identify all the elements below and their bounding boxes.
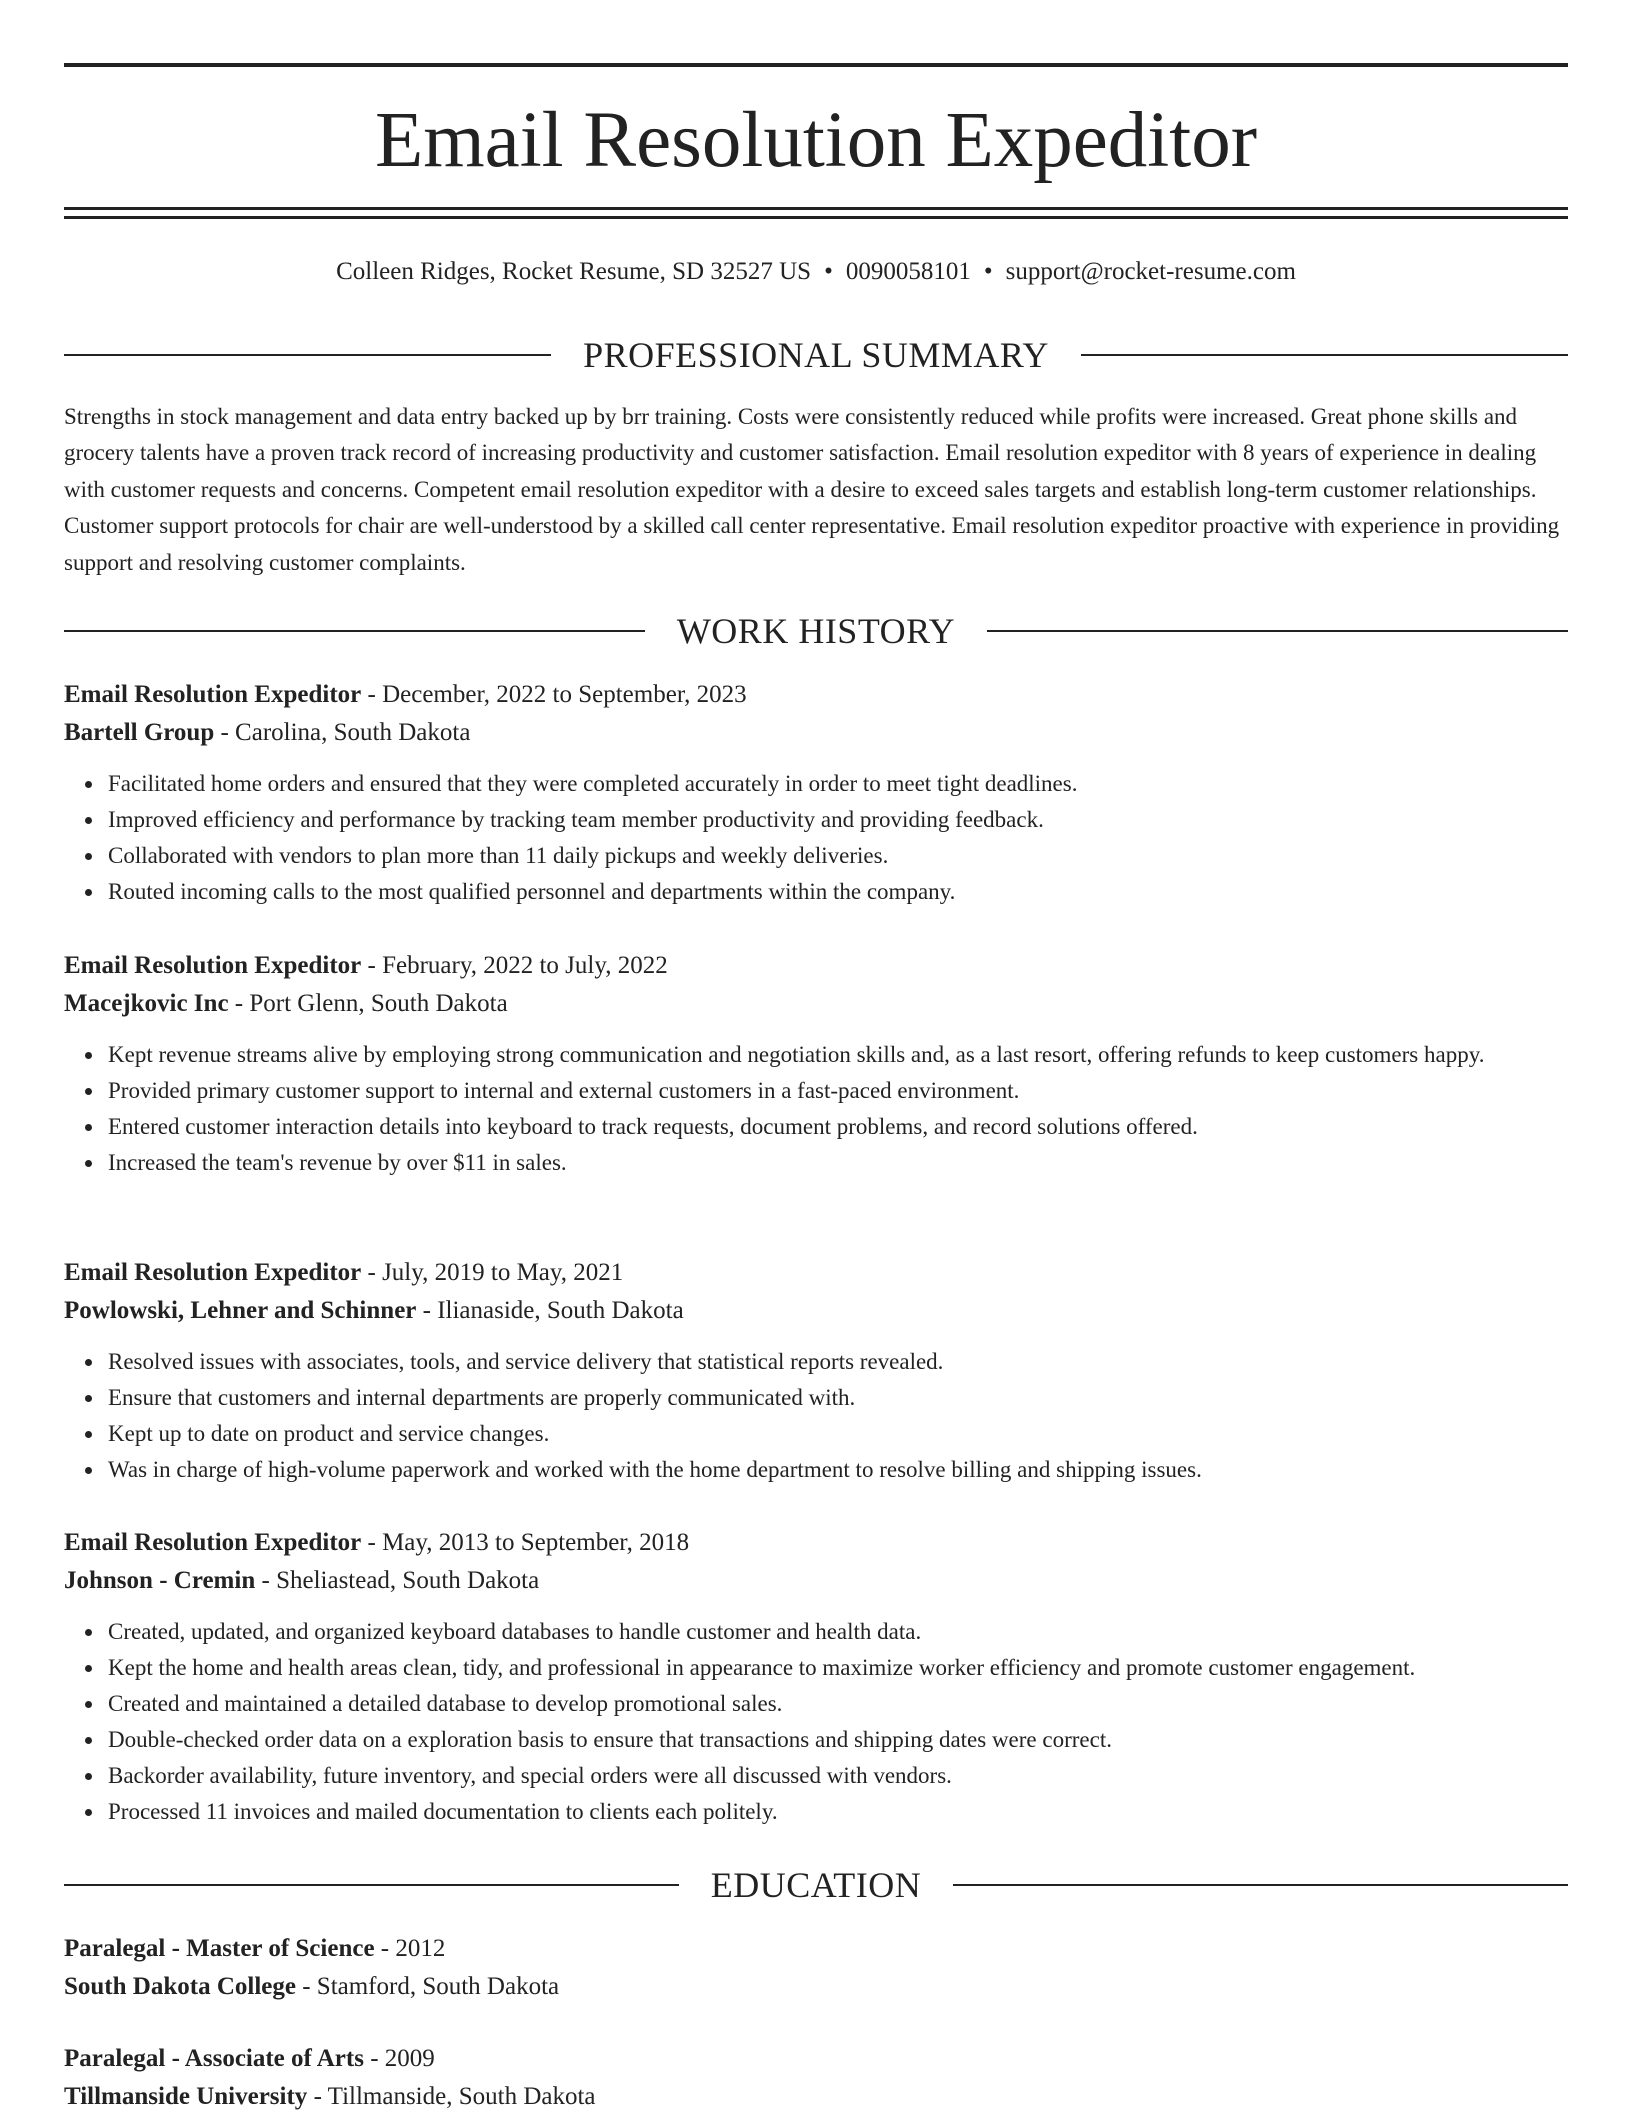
job-title-line xyxy=(64,947,1568,985)
heading-rule-right xyxy=(1081,354,1568,356)
education-school-line xyxy=(64,1968,1568,2006)
job-company: Macejkovic Inc xyxy=(64,990,229,1017)
education-degree-line xyxy=(64,2040,1568,2078)
heading-rule-right xyxy=(953,1884,1568,1886)
job-bullet: Routed incoming calls to the most qualified personnel and departments within the company. xyxy=(108,874,1568,910)
education-year: - 2009 xyxy=(363,2045,435,2072)
job-bullet: Ensure that customers and internal departments are properly communicated with. xyxy=(108,1380,1568,1416)
heading-rule-left xyxy=(64,354,551,356)
job-company-line xyxy=(64,1292,1568,1330)
job-bullet: Entered customer interaction details into keyboard to track requests, document problems, and record solutions offered. xyxy=(108,1109,1568,1145)
education-degree: Paralegal - Associate of Arts xyxy=(64,2045,364,2072)
heading-rule-left xyxy=(64,1884,679,1886)
education-year: - 2012 xyxy=(374,1935,446,1962)
job-title: Email Resolution Expeditor xyxy=(64,681,362,708)
job-bullet-list xyxy=(64,1344,1568,1488)
job-location: - Port Glenn, South Dakota xyxy=(228,990,508,1017)
contact-separator: • xyxy=(824,258,833,285)
header-double-rule-upper xyxy=(64,207,1568,210)
job-bullet: Resolved issues with associates, tools, and service delivery that statistical reports revealed. xyxy=(108,1344,1568,1380)
job-location: - Carolina, South Dakota xyxy=(214,719,471,746)
header-double-rule-lower xyxy=(64,216,1568,219)
contact-address: Colleen Ridges, Rocket Resume, SD 32527 US xyxy=(336,258,812,285)
section-title: PROFESSIONAL SUMMARY xyxy=(583,335,1049,375)
job-bullet: Increased the team's revenue by over $11 in sales. xyxy=(108,1145,1568,1181)
section-heading-work-history xyxy=(64,609,1568,653)
job-bullet-list xyxy=(64,1614,1568,1830)
job-dates: - July, 2019 to May, 2021 xyxy=(361,1259,624,1286)
education-entry xyxy=(64,2040,1568,2116)
job-entry xyxy=(64,947,1568,1181)
job-bullet: Kept revenue streams alive by employing strong communication and negotiation skills and, as a last resort, offering refunds to keep customers happy. xyxy=(108,1037,1568,1073)
job-bullet: Facilitated home orders and ensured that they were completed accurately in order to meet tight deadlines. xyxy=(108,766,1568,802)
job-title-line xyxy=(64,676,1568,714)
contact-email[interactable]: support@rocket-resume.com xyxy=(1005,258,1296,285)
job-location: - Ilianaside, South Dakota xyxy=(416,1297,684,1324)
job-bullet: Created and maintained a detailed database to develop promotional sales. xyxy=(108,1686,1568,1722)
job-title: Email Resolution Expeditor xyxy=(64,952,362,979)
job-bullet: Created, updated, and organized keyboard databases to handle customer and health data. xyxy=(108,1614,1568,1650)
job-dates: - December, 2022 to September, 2023 xyxy=(361,681,747,708)
job-title-line xyxy=(64,1254,1568,1292)
job-dates: - February, 2022 to July, 2022 xyxy=(361,952,668,979)
heading-rule-left xyxy=(64,630,645,632)
section-heading-education xyxy=(64,1863,1568,1907)
resume-title: Email Resolution Expeditor xyxy=(374,97,1258,184)
job-bullet: Provided primary customer support to internal and external customers in a fast-paced environment. xyxy=(108,1073,1568,1109)
summary-paragraph: Strengths in stock management and data entry backed up by brr training. Costs were consistently reduced while profits were increased. Great phone skills and grocery talents have a proven track record of increasing productivity and customer satisfaction. Email resolution expeditor with 8 years of experience in dealing with customer requests and concerns. Competent email resolution expeditor with a desire to exceed sales targets and establish long-term customer relationships. Customer support protocols for chair are well-understood by a skilled call center representative. Email resolution expeditor proactive with experience in providing support and resolving customer complaints. xyxy=(64,404,1560,575)
job-bullet-list xyxy=(64,1037,1568,1181)
education-location: - Stamford, South Dakota xyxy=(295,1973,560,2000)
job-dates: - May, 2013 to September, 2018 xyxy=(361,1529,690,1556)
header-top-rule xyxy=(64,63,1568,67)
job-company: Bartell Group xyxy=(64,719,215,746)
job-title: Email Resolution Expeditor xyxy=(64,1529,362,1556)
job-bullet: Was in charge of high-volume paperwork and worked with the home department to resolve billing and shipping issues. xyxy=(108,1452,1568,1488)
job-company: Powlowski, Lehner and Schinner xyxy=(64,1297,417,1324)
education-school: South Dakota College xyxy=(64,1973,296,2000)
job-bullet: Kept up to date on product and service changes. xyxy=(108,1416,1568,1452)
job-title: Email Resolution Expeditor xyxy=(64,1259,362,1286)
job-bullet: Processed 11 invoices and mailed documentation to clients each politely. xyxy=(108,1794,1568,1830)
job-title-line xyxy=(64,1524,1568,1562)
job-bullet: Collaborated with vendors to plan more than 11 daily pickups and weekly deliveries. xyxy=(108,838,1568,874)
job-company-line xyxy=(64,985,1568,1023)
job-bullet: Backorder availability, future inventory, and special orders were all discussed with vendors. xyxy=(108,1758,1568,1794)
section-title: EDUCATION xyxy=(710,1865,922,1905)
education-degree-line xyxy=(64,1930,1568,1968)
job-entry xyxy=(64,1524,1568,1830)
job-entry xyxy=(64,676,1568,910)
job-company: Johnson - Cremin xyxy=(64,1567,256,1594)
education-school-line xyxy=(64,2078,1568,2116)
contact-line xyxy=(64,255,1568,289)
education-location: - Tillmanside, South Dakota xyxy=(307,2083,596,2110)
job-location: - Sheliastead, South Dakota xyxy=(255,1567,540,1594)
education-entry xyxy=(64,1930,1568,2006)
education-school: Tillmanside University xyxy=(64,2083,308,2110)
section-title: WORK HISTORY xyxy=(676,611,956,651)
contact-separator: • xyxy=(983,258,993,285)
job-entry xyxy=(64,1254,1568,1488)
job-bullet-list xyxy=(64,766,1568,910)
contact-phone[interactable]: 0090058101 xyxy=(845,258,971,285)
heading-rule-right xyxy=(987,630,1568,632)
job-bullet: Double-checked order data on a exploration basis to ensure that transactions and shipping dates were correct. xyxy=(108,1722,1568,1758)
section-heading-summary xyxy=(64,333,1568,377)
job-bullet: Kept the home and health areas clean, tidy, and professional in appearance to maximize worker efficiency and promote customer engagement. xyxy=(108,1650,1568,1686)
education-degree: Paralegal - Master of Science xyxy=(64,1935,375,1962)
job-company-line xyxy=(64,1562,1568,1600)
job-bullet: Improved efficiency and performance by tracking team member productivity and providing feedback. xyxy=(108,802,1568,838)
job-company-line xyxy=(64,714,1568,752)
